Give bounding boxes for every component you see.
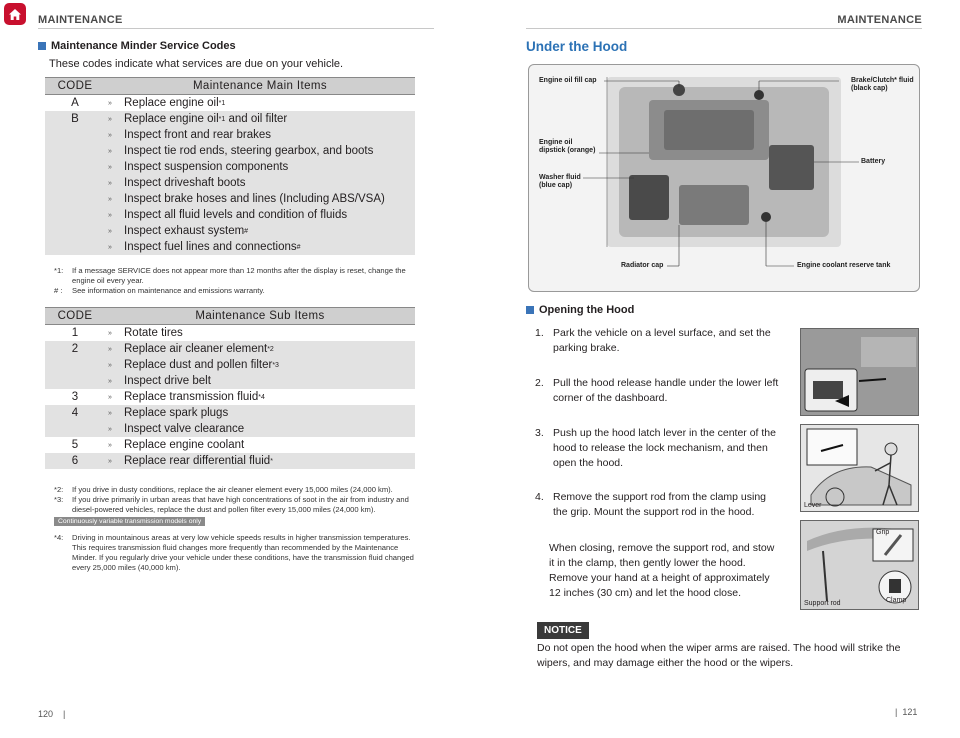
footnote-text: If a message SERVICE does not appear more than 12 months after the display is reset, change the engine oil every year. [72, 266, 406, 285]
item-text: Inspect drive belt [124, 375, 211, 387]
callout-battery: Battery [861, 158, 886, 165]
item-text: Inspect brake hoses and lines (Including ABS/VSA) [124, 193, 385, 205]
table-row [45, 437, 415, 453]
row-items [105, 95, 415, 112]
table-row [45, 389, 415, 405]
bullet-icon: » [108, 147, 112, 155]
item-text: Replace engine oil [124, 97, 219, 109]
home-button[interactable] [4, 3, 26, 25]
sub-footnotes [54, 485, 424, 515]
item-text: Inspect all fluid levels and condition of fluids [124, 209, 348, 221]
engine-bay-illustration [529, 65, 919, 291]
bullet-icon: » [108, 425, 112, 433]
list-item [105, 95, 415, 111]
main-col-items: Maintenance Main Items [105, 78, 415, 95]
engine-bay-figure [528, 64, 920, 292]
bullet-icon: » [108, 115, 112, 123]
list-item [105, 239, 415, 255]
support-rod-illustration [801, 521, 918, 609]
item-text: Inspect suspension components [124, 161, 289, 173]
callout-dipstick: Engine oil dipstick (orange) [539, 139, 596, 154]
bullet-icon: » [108, 179, 112, 187]
bullet-icon: » [108, 361, 112, 369]
callout-washer-fluid: Washer fluid (blue cap) [539, 174, 581, 189]
bullet-icon: » [108, 211, 112, 219]
item-text: Inspect exhaust system [124, 225, 245, 237]
hood-latch-illustration [801, 425, 918, 511]
section-square-icon [38, 42, 46, 50]
right-page-header: MAINTENANCE [837, 14, 922, 26]
callout-oil-fill-cap: Engine oil fill cap [539, 77, 597, 84]
notice-text: Do not open the hood when the wiper arms are raised. The hood will strike the wipers, and may damage either the hood or the wipers. [537, 642, 901, 669]
row-items [105, 405, 415, 437]
bullet-icon: » [108, 345, 112, 353]
list-item [105, 207, 415, 223]
item-text: Inspect driveshaft boots [124, 177, 246, 189]
footnote-text: See information on maintenance and emissions warranty. [72, 286, 265, 295]
hood-release-figure [800, 328, 919, 416]
row-items [105, 325, 415, 342]
item-text: Replace engine oil [124, 113, 219, 125]
footnote-ref: *3 [272, 361, 279, 369]
page-number-right: | 121 [895, 707, 918, 717]
row-code: 4 [45, 405, 105, 437]
list-item [105, 159, 415, 175]
footnote-ref: *4 [258, 393, 265, 401]
list-item [105, 223, 415, 239]
callout-coolant-tank: Engine coolant reserve tank [797, 262, 891, 269]
notice-badge: NOTICE [537, 622, 589, 639]
bullet-icon: » [108, 163, 112, 171]
sub-items-table [45, 307, 415, 469]
row-code: 3 [71, 391, 79, 403]
bullet-icon: » [108, 227, 112, 235]
row-code: 6 [45, 453, 105, 469]
item-text-tail: and oil filter [225, 113, 288, 125]
footnote-mark: *3: [54, 495, 64, 504]
footnote-ref: *2 [267, 345, 274, 353]
list-item [105, 341, 415, 357]
list-item [105, 325, 415, 341]
bullet-icon: » [108, 409, 112, 417]
table-row [45, 341, 415, 389]
support-rod-figure [800, 520, 919, 610]
left-header-rule [38, 28, 434, 29]
sub-col-items: Maintenance Sub Items [105, 308, 415, 325]
cvt-tag: Continuously variable transmission models only [54, 517, 205, 526]
bullet-icon: » [108, 441, 112, 449]
footnote [54, 495, 424, 515]
row-code: A [71, 97, 79, 109]
bullet-icon: » [108, 377, 112, 385]
closing-instructions: When closing, remove the support rod, and stow it in the clamp, then gently lower the hood. Remove your hand at a height of approximately 12 inches (30 cm) and let the hood close. [549, 542, 775, 599]
step-2: 2. Pull the hood release handle under the lower left corner of the dashboard. [535, 377, 779, 404]
page-number-left: 120 | [38, 709, 66, 719]
table-row [45, 453, 415, 469]
list-item [105, 421, 415, 437]
item-text: Inspect valve clearance [124, 423, 245, 435]
footnote-ref: # [244, 227, 249, 235]
table-row [45, 95, 415, 112]
callout-brake-fluid: Brake/Clutch* fluid (black cap) [851, 77, 914, 92]
minder-intro: These codes indicate what services are due on your vehicle. [49, 58, 344, 70]
row-items [105, 453, 415, 469]
item-text: Inspect fuel lines and connections [124, 241, 297, 253]
footnote-4: *4: Driving in mountainous areas at very low vehicle speeds results in higher transmission temperatures. This requires transmission fluid changes more frequently than recommended by the Maintenance Minder. If you regularly drive your vehicle under these conditions, have the transmission fluid changed every 25,000 miles (40,000 km). [54, 533, 414, 572]
bullet-icon: » [108, 393, 112, 401]
hood-latch-figure [800, 424, 919, 512]
row-code: 5 [71, 439, 79, 451]
bullet-icon: » [108, 99, 112, 107]
row-items [105, 437, 415, 453]
step-1: 1. Park the vehicle on a level surface, and set the parking brake. [535, 327, 771, 354]
list-item [105, 437, 415, 453]
footnote-mark: *1: [54, 266, 64, 275]
bullet-icon: » [108, 131, 112, 139]
fig-label-lever: Lever [804, 502, 822, 509]
footnote-mark: *2: [54, 485, 64, 494]
bullet-icon: » [108, 329, 112, 337]
bullet-icon: » [108, 243, 112, 251]
main-items-table [45, 77, 415, 255]
bullet-icon: » [108, 195, 112, 203]
row-code: B [45, 111, 105, 255]
minder-heading: Maintenance Minder Service Codes [38, 40, 236, 52]
footnote-ref: *1 [218, 115, 226, 123]
main-col-code: CODE [45, 78, 105, 95]
footnote-text: If you drive in dusty conditions, replace the air cleaner element every 15,000 miles (24,000 km). [72, 485, 393, 494]
item-text: Replace transmission fluid [124, 391, 259, 403]
item-text: Replace air cleaner element [124, 343, 268, 355]
home-icon [8, 8, 22, 21]
fig-label-clamp: Clamp [886, 597, 907, 604]
item-text: Replace engine coolant [124, 439, 245, 451]
fig-label-grip: Grip [876, 529, 890, 536]
right-header-rule [526, 28, 922, 29]
row-code: 2 [45, 341, 105, 389]
item-text: Replace rear differential fluid [124, 455, 271, 467]
list-item [105, 389, 415, 405]
sub-col-code: CODE [45, 308, 105, 325]
callout-radiator-cap: Radiator cap [621, 262, 664, 269]
footnote-ref: *1 [218, 99, 226, 107]
table-row [45, 111, 415, 255]
footnote [54, 266, 424, 286]
list-item [105, 191, 415, 207]
main-footnotes [54, 266, 424, 296]
footnote-text: If you drive primarily in urban areas that have high concentrations of soot in the air from industry and diesel-powered vehicles, replace the dust and pollen filter every 15,000 miles (24,000 km). [72, 495, 409, 514]
footnote [54, 286, 424, 296]
footnote-ref: * [270, 457, 273, 465]
hood-release-illustration [801, 329, 918, 415]
row-items [105, 389, 415, 405]
list-item [105, 175, 415, 191]
list-item [105, 111, 415, 127]
left-page-header: MAINTENANCE [38, 14, 123, 26]
footnote-mark: # : [54, 286, 63, 295]
footnote [54, 485, 424, 495]
table-row [45, 405, 415, 437]
list-item [105, 127, 415, 143]
step-3: 3. Push up the hood latch lever in the center of the hood to release the lock mechanism, and then open the hood. [535, 427, 776, 469]
item-text: Rotate tires [124, 327, 183, 339]
footnote-ref: # [296, 243, 301, 251]
step-4: 4. Remove the support rod from the clamp using the grip. Mount the support rod in the hood. [535, 491, 767, 518]
under-hood-title: Under the Hood [526, 39, 628, 54]
bullet-icon: » [108, 457, 112, 465]
item-text: Inspect tie rod ends, steering gearbox, and boots [124, 145, 374, 157]
opening-hood-heading: Opening the Hood [526, 304, 634, 316]
list-item [105, 373, 415, 389]
item-text: Replace dust and pollen filter [124, 359, 273, 371]
section-square-icon [526, 306, 534, 314]
list-item [105, 453, 415, 469]
list-item [105, 357, 415, 373]
list-item [105, 405, 415, 421]
row-items [105, 111, 415, 255]
item-text: Replace spark plugs [124, 407, 229, 419]
row-code: 1 [71, 327, 79, 339]
fig-label-support-rod: Support rod [804, 600, 841, 607]
item-text: Inspect front and rear brakes [124, 129, 272, 141]
list-item [105, 143, 415, 159]
row-items [105, 341, 415, 389]
table-row [45, 325, 415, 342]
